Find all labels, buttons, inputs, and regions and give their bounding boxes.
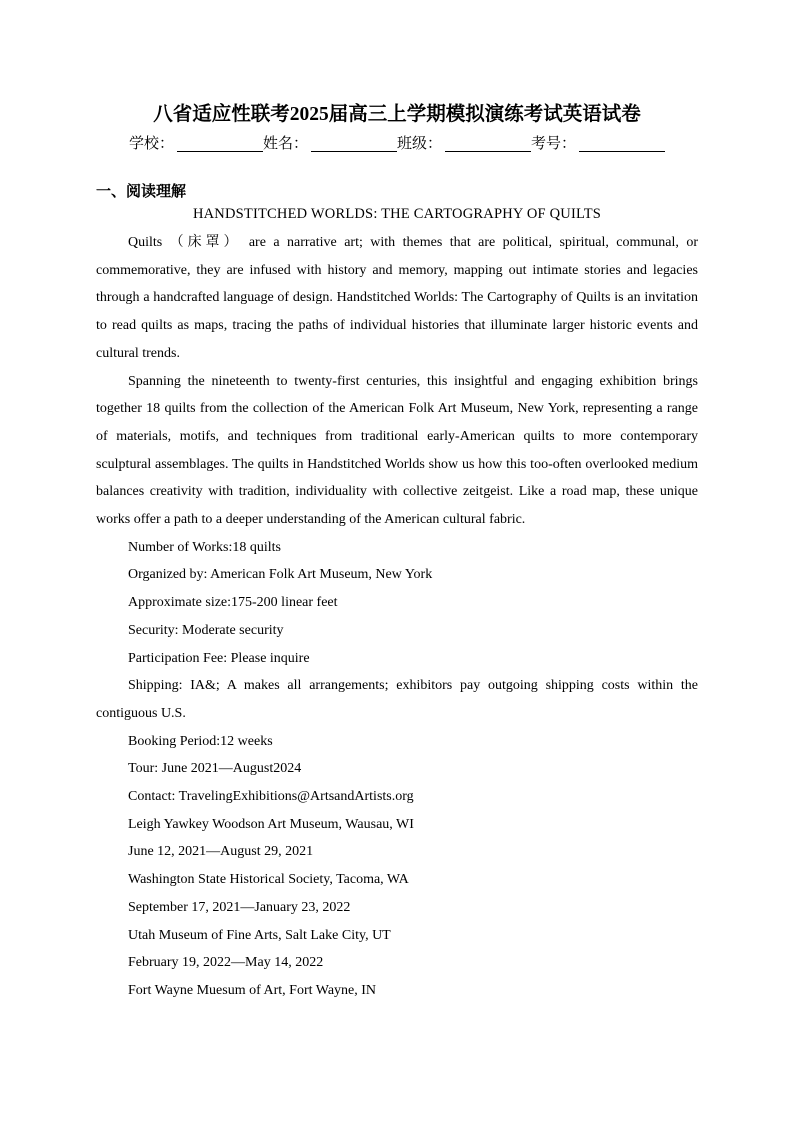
passage-title: HANDSTITCHED WORLDS: THE CARTOGRAPHY OF QUILTS [192, 206, 602, 222]
detail-tour: Tour: June 2021—August2024 [128, 761, 302, 777]
detail-shipping: Shipping: IA&; A makes all arrangements; exhibitors pay outgoing shipping costs within the contiguous U.S. [96, 678, 698, 721]
name-blank[interactable] [311, 135, 397, 152]
section-heading: 一、阅读理解 [96, 184, 187, 200]
detail-security: Security: Moderate security [128, 622, 284, 638]
id-blank[interactable] [579, 135, 665, 152]
class-blank[interactable] [445, 135, 531, 152]
paragraph-2: Spanning the nineteenth to twenty-first centuries, this insightful and engaging exhibition brings together 18 quilts from the collection of the American Folk Art Museum, New York, representing a range of materials, motifs, and techniques from traditional early-American quilts to more contemporary sculptural assemblages. The quilts in Handstitched Worlds show us how this too-often overlooked medium balances creativity with tradition, individuality with collective zeitgeist. Like a road map, these unique works offer a path to a deeper understanding of the American cultural fabric. [96, 373, 698, 528]
paragraph-1: Quilts （床罩） are a narrative art; with themes that are political, spiritual, communal, or commemorative, they are infused with history and memory, mapping out intimate stories and legacies through a handcrafted language of design. Handstitched Worlds: The Cartography of Quilts is an invitation to read quilts as maps, tracing the paths of individual histories that illuminate larger historic events and cultural trends. [96, 235, 698, 361]
exam-title: 八省适应性联考2025届高三上学期模拟演练考试英语试卷 [153, 104, 641, 125]
student-info-line [96, 131, 698, 157]
name-label: 姓名： [262, 136, 308, 152]
detail-fee: Participation Fee: Please inquire [128, 650, 310, 666]
detail-size: Approximate size:175-200 linear feet [128, 595, 338, 611]
venue-2-name: Washington State Historical Society, Tacoma, WA [128, 872, 409, 888]
id-label: 考号： [531, 136, 577, 152]
school-label: 学校： [128, 136, 174, 152]
detail-organized-by: Organized by: American Folk Art Museum, New York [128, 567, 433, 583]
detail-contact: Contact: TravelingExhibitions@ArtsandArtists.org [128, 789, 414, 805]
venue-3-dates: February 19, 2022—May 14, 2022 [128, 955, 324, 971]
class-label: 班级： [397, 136, 443, 152]
venue-1-dates: June 12, 2021—August 29, 2021 [128, 844, 314, 860]
venue-2-dates: September 17, 2021—January 23, 2022 [128, 899, 351, 915]
detail-booking-period: Booking Period:12 weeks [128, 733, 273, 749]
detail-number-of-works: Number of Works:18 quilts [128, 539, 281, 555]
venue-4-name: Fort Wayne Muesum of Art, Fort Wayne, IN [128, 982, 377, 998]
venue-3-name: Utah Museum of Fine Arts, Salt Lake City, UT [128, 927, 391, 943]
school-blank[interactable] [177, 135, 263, 152]
venue-1-name: Leigh Yawkey Woodson Art Museum, Wausau, WI [128, 816, 414, 832]
passage-body [96, 229, 698, 1005]
